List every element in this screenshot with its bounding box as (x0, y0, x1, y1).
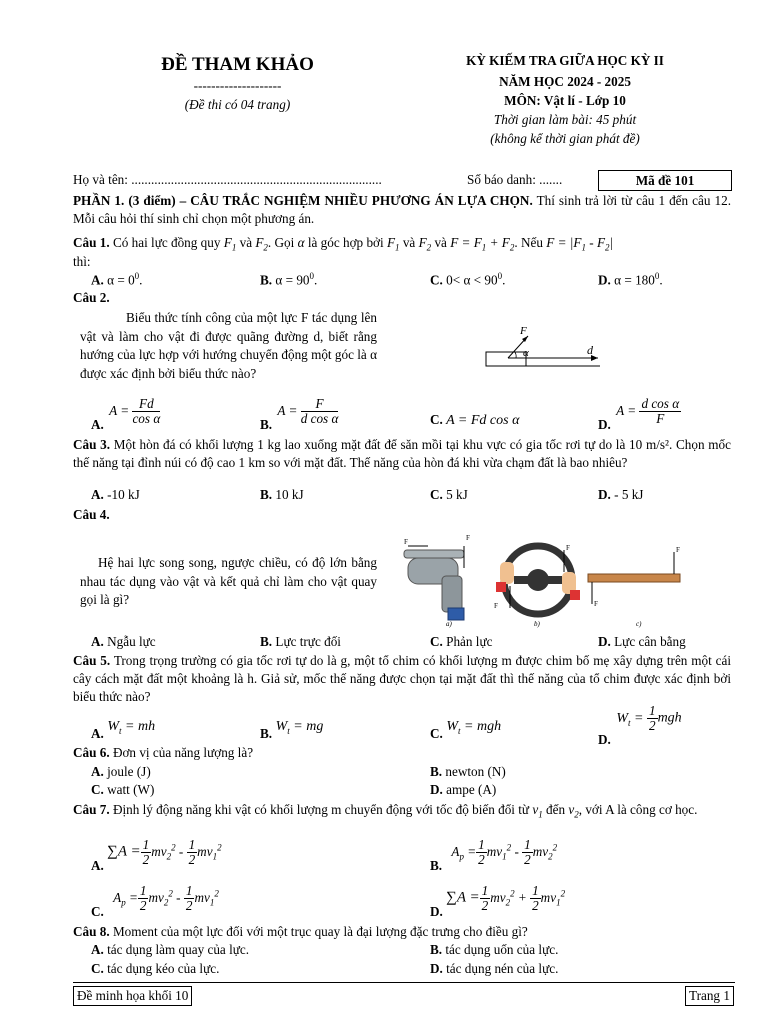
q5-option-d[interactable]: D. $W_t$ = $\frac{1}{2}$ mgh (598, 703, 682, 747)
q5-option-b[interactable]: B. $W_t$ = mg (260, 719, 324, 741)
q3-text: Một hòn đá có khối lượng 1 kg lao xuống mặt đất để săn mồi tại khu vực có gia tốc rơi tự do là 10 m/s². Chọn mốc thế năng tại đỉnh núi có độ cao 1 km so với mặt đất. Thế năng của hòn đá khi vừa chạm đất là bao nhiêu? (73, 437, 731, 470)
q4-text: Hệ hai lực song song, ngược chiều, có độ lớn bằng nhau tác dụng vào vật và kết quả chỉ làm cho vật quay gọi là gì? (80, 555, 377, 607)
svg-text:F: F (520, 325, 527, 337)
question-6-stem: Câu 6. Đơn vị của năng lượng là? (73, 745, 254, 760)
school-year: NĂM HỌC 2024 - 2025 (499, 74, 631, 89)
q2-label: Câu 2. (73, 290, 110, 305)
question-8-stem: Câu 8. Moment của một lực đối với một trục quay là đại lượng đặc trưng cho điều gì? (73, 924, 528, 939)
q4-option-a[interactable]: A. Ngẫu lực (91, 634, 156, 649)
q2-text: Biểu thức tính công của một lực F tác dụng lên vật và làm cho vật đi được quãng đường d, biết rằng hướng của lực hợp với hướng chuyển động một góc là α được xác định bởi biểu thức nào? (80, 310, 377, 381)
exam-name: KỲ KIẾM TRA GIỮA HỌC KỲ II (466, 53, 664, 68)
part1-instruction: Thí sinh trả lời từ câu 1 đến câu 12. Mỗi câu hỏi thí sinh chỉ chọn một phương án. (73, 193, 731, 226)
q1-text-2: và (236, 235, 256, 250)
q4-label: Câu 4. (73, 507, 110, 522)
q6-option-d[interactable]: D. ampe (A) (430, 782, 497, 797)
svg-text:c): c) (636, 620, 642, 628)
q5-label: Câu 5. (73, 653, 111, 668)
q3-option-c[interactable]: C. 5 kJ (430, 487, 468, 502)
exam-code-box: Mã đề 101 (598, 170, 732, 191)
q4-option-b[interactable]: B. Lực trực đối (260, 634, 341, 649)
exam-title: ĐỀ THAM KHẢO (161, 54, 314, 75)
question-1-stem: Câu 1. Có hai lực đồng quy $F_1$ và $F_2$. Gọi α là góc hợp bởi $F_1$ và $F_2$ và $F = F_1 + F_2$. Nếu $F = |F_1 - F_2|$ (73, 235, 614, 253)
q1-text-7: . Nếu (514, 235, 547, 250)
q8-option-a[interactable]: A. tác dụng làm quay của lực. (91, 942, 250, 957)
subject: MÔN: Vật lí - Lớp 10 (504, 93, 626, 108)
svg-text:F: F (566, 544, 570, 552)
footer-rule (73, 982, 735, 983)
q8-option-c[interactable]: C. tác dụng kéo của lực. (91, 961, 220, 976)
q3-option-b[interactable]: B. 10 kJ (260, 487, 304, 502)
q5-option-c[interactable]: C. $W_t$ = mgh (430, 719, 502, 741)
q6-option-a[interactable]: A. joule (J) (91, 764, 151, 779)
svg-text:F: F (466, 534, 470, 542)
steering-wheel-illustration (494, 544, 580, 628)
q4-option-d[interactable]: D. Lực cân bằng (598, 634, 686, 649)
question-3-stem (73, 436, 731, 472)
svg-text:F: F (404, 538, 408, 546)
q4-option-c[interactable]: C. Phản lực (430, 634, 493, 649)
svg-text:F: F (594, 600, 598, 608)
q3-option-a[interactable]: A. -10 kJ (91, 487, 140, 502)
q3-label: Câu 3. (73, 437, 111, 452)
q7-option-a[interactable]: A. ∑A = $\frac{1}{2}$ $mv_2^2$ - $\frac{1}{2}$ $mv_1^2$ (91, 837, 222, 873)
q1-option-a[interactable]: A. $\alpha = 0^0$. (91, 271, 143, 288)
q1-option-b[interactable]: B. $\alpha = 90^0$. (260, 271, 318, 288)
q1-text-4: là góc hợp bởi (304, 235, 387, 250)
q7-option-c[interactable]: C. $A_p$ = $\frac{1}{2}$ $mv_2^2$ - $\frac{1}{2}$ $mv_1^2$ (91, 883, 219, 919)
rod-illustration (588, 546, 680, 628)
student-id-field: Số báo danh: ....... (467, 172, 563, 187)
q6-option-b[interactable]: B. newton (N) (430, 764, 506, 779)
q1-text-3: . Gọi (267, 235, 298, 250)
q2-option-d[interactable]: D. A = $\frac{\text{d cos α}}{F}$ (598, 396, 680, 432)
student-name-field: Họ và tên: ............................................................................ (73, 172, 382, 187)
q8-option-b[interactable]: B. tác dụng uốn của lực. (430, 942, 559, 957)
force-displacement-diagram (478, 322, 603, 372)
q1-option-d[interactable]: D. $\alpha = 180^0$. (598, 271, 663, 288)
page-number: Trang 1 (685, 986, 734, 1006)
part1-heading (73, 192, 731, 228)
svg-text:d: d (587, 343, 593, 357)
q1-option-c[interactable]: C. $0< \alpha < 90^0$. (430, 271, 506, 288)
question-5-stem (73, 652, 731, 706)
q1-text-6: và (431, 235, 451, 250)
q1-label: Câu 1. (73, 235, 110, 250)
q5-option-a[interactable]: A. $W_t$ = mh (91, 719, 156, 741)
q3-option-d[interactable]: D. - 5 kJ (598, 487, 644, 502)
q1-then: thì: (73, 254, 91, 269)
page-count-note: (Đề thi có 04 trang) (184, 97, 291, 112)
q1-text-5: và (399, 235, 419, 250)
svg-text:a): a) (446, 620, 452, 628)
svg-text:F: F (494, 602, 498, 610)
duration-note: (không kể thời gian phát đề) (490, 131, 640, 146)
svg-text:α: α (523, 347, 529, 359)
question-7-stem: Câu 7. Định lý động năng khi vật có khối lượng m chuyển động với tốc độ biến đổi từ $v_1$ đến $v_2$, với A là công cơ học. (73, 802, 698, 820)
q6-option-c[interactable]: C. watt (W) (91, 782, 155, 797)
q8-option-d[interactable]: D. tác dụng nén của lực. (430, 961, 559, 976)
part1-title: PHẦN 1. (3 điểm) – CÂU TRẮC NGHIỆM NHIỀU PHƯƠNG ÁN LỰA CHỌN. (73, 193, 533, 208)
q5-text: Trong trọng trường có gia tốc rơi tự do là g, một tổ chim có khối lượng m được chim bố mẹ xây dựng trên một cái cây cách mặt đất một khoảng là h. Giả sử, mốc thế năng được chọn tại mặt đất thì thế năng của tổ chim được xác định bởi biểu thức nào? (73, 653, 731, 704)
svg-text:F: F (676, 546, 680, 554)
q7-option-b[interactable]: B. $A_p$ = $\frac{1}{2}$ $mv_1^2$ - $\frac{1}{2}$ $mv_2^2$ (430, 837, 558, 873)
q7-option-d[interactable]: D. ∑A = $\frac{1}{2}$ $mv_2^2$ + $\frac{1}{2}$ $mv_1^2$ (430, 883, 566, 919)
duration: Thời gian làm bài: 45 phút (493, 112, 637, 127)
q1-text-1: Có hai lực đồng quy (109, 235, 224, 250)
couple-examples-figure (398, 528, 688, 628)
footer-label: Đề minh họa khối 10 (73, 986, 192, 1006)
q2-option-a[interactable]: A. A = $\frac{Fd}{\text{cos α}}$ (91, 396, 161, 432)
q2-option-c[interactable]: C. A = Fd cos α (430, 412, 520, 428)
faucet-illustration (404, 534, 470, 628)
svg-text:b): b) (534, 620, 540, 628)
q2-option-b[interactable]: B. A = $\frac{F}{\text{d cos α}}$ (260, 396, 339, 432)
title-divider: -------------------- (193, 78, 282, 93)
